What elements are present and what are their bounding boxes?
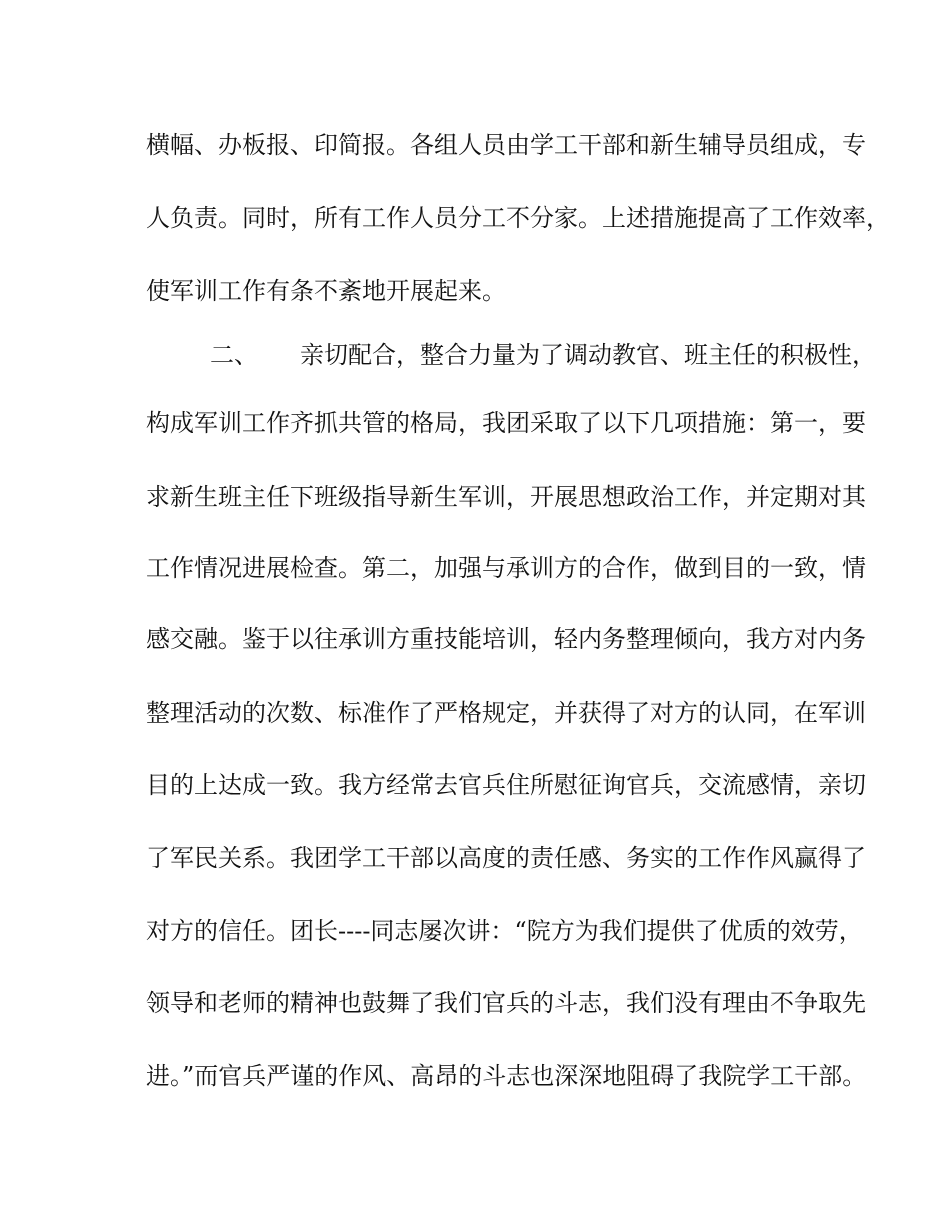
text-line: 整理活动的次数、标准作了严格规定，并获得了对方的认同，在军训 bbox=[146, 699, 866, 727]
text-line: 了军民关系。我团学工干部以高度的责任感、务实的工作作风赢得了 bbox=[146, 844, 866, 872]
text-line: 人负责。同时，所有工作人员分工不分家。上述措施提高了工作效率， bbox=[146, 204, 890, 232]
text-line: 求新生班主任下班级指导新生军训，开展思想政治工作，并定期对其 bbox=[146, 483, 866, 511]
text-line: 横幅、办板报、印简报。各组人员由学工干部和新生辅导员组成，专 bbox=[146, 131, 866, 159]
text-line: 对方的信任。团长----同志屡次讲：“院方为我们提供了优质的效劳， bbox=[146, 917, 863, 945]
section-heading-line bbox=[146, 340, 876, 370]
text-line: 使军训工作有条不紊地开展起来。 bbox=[146, 277, 506, 305]
text-line: 构成军训工作齐抓共管的格局，我团采取了以下几项措施：第一，要 bbox=[146, 409, 866, 437]
section-number: 二、 bbox=[210, 341, 258, 369]
text-line: 感交融。鉴于以往承训方重技能培训，轻内务整理倾向，我方对内务 bbox=[146, 625, 866, 653]
section-first-line: 亲切配合，整合力量为了调动教官、班主任的积极性， bbox=[300, 341, 876, 369]
text-line: 工作情况进展检查。第二，加强与承训方的合作，做到目的一致，情 bbox=[146, 554, 866, 582]
text-line: 进。”而官兵严谨的作风、高昂的斗志也深深地阻碍了我院学工干部。 bbox=[146, 1062, 867, 1090]
text-line: 领导和老师的精神也鼓舞了我们官兵的斗志，我们没有理由不争取先 bbox=[146, 989, 866, 1017]
text-line: 目的上达成一致。我方经常去官兵住所慰征询官兵，交流感情，亲切 bbox=[146, 771, 866, 799]
